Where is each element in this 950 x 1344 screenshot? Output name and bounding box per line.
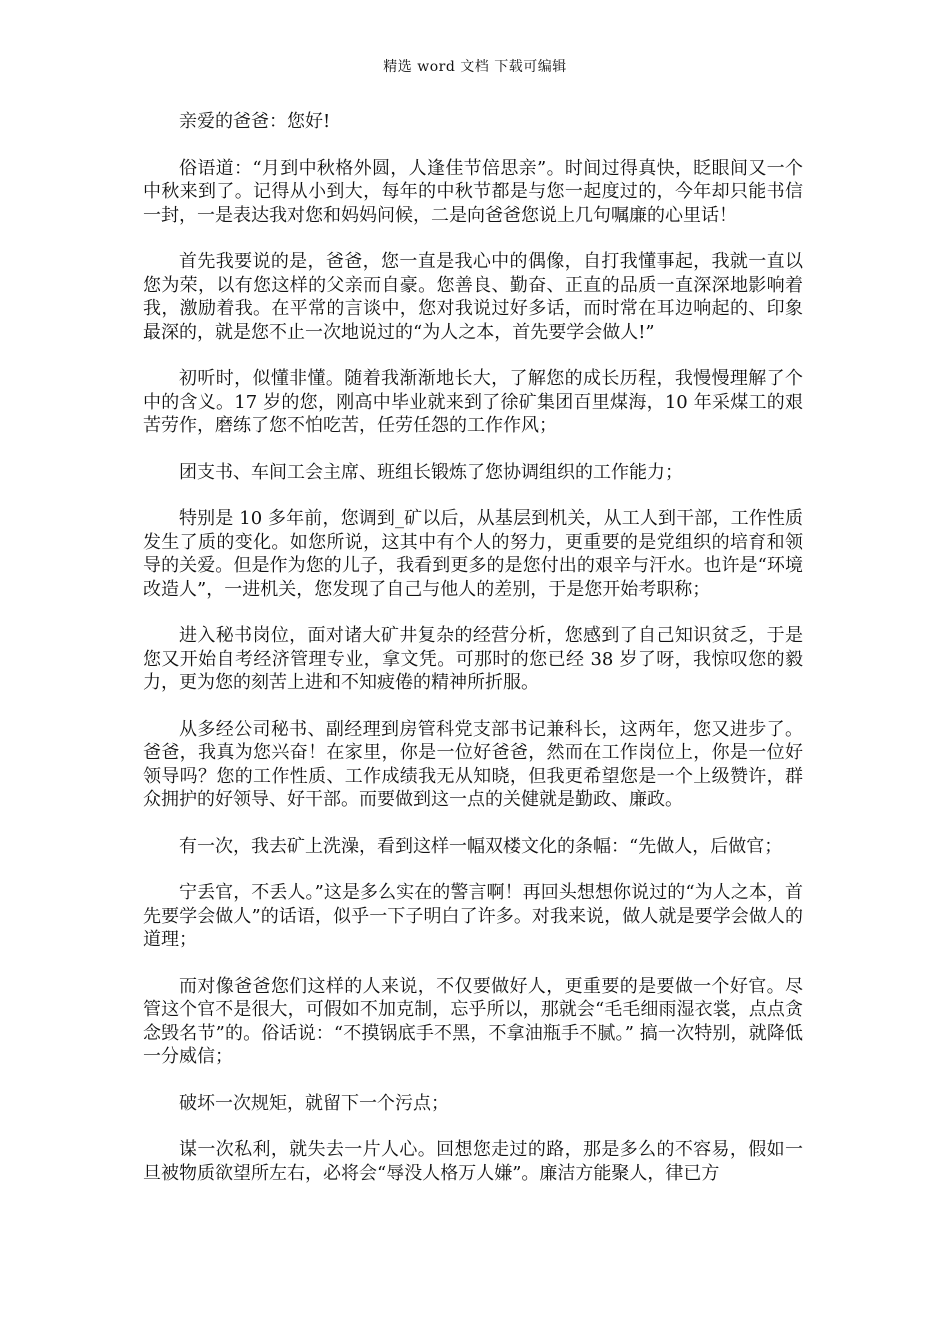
page-header: 精选 word 文档 下载可编辑 [383,59,567,75]
paragraph: 谋一次私利，就失去一片人心。回想您走过的路，那是多么的不容易，假如一旦被物质欲望所左右，必将会“辱没人格万人嫌”。廉洁方能聚人，律已方 [143,1139,803,1184]
paragraph: 有一次，我去矿上洗澡，看到这样一幅双楼文化的条幅：“先做人，后做官； [179,835,783,857]
paragraph: 进入秘书岗位，面对诸大矿井复杂的经营分析，您感到了自己知识贫乏，于是您又开始自考经济管理专业，拿文凭。可那时的您已经 38 岁了呀，我惊叹您的毅力，更为您的刻苦上进和不知疲倦的精神所折服。 [143,625,803,693]
paragraph-greeting: 亲爱的爸爸：您好! [179,111,331,132]
letter-body [143,110,803,1208]
paragraph: 团支书、车间工会主席、班组长锻炼了您协调组织的工作能力； [179,461,683,483]
paragraph: 特别是 10 多年前，您调到_矿以后，从基层到机关，从工人到干部，工作性质发生了质的变化。如您所说，这其中有个人的努力，更重要的是党组织的培育和领导的关爱。但是作为您的儿子，我看到更多的是您付出的艰辛与汗水。也许是“环境改造人”，一进机关，您发现了自己与他人的差别，于是您开始考职称； [143,508,803,600]
paragraph: 宁丢官，不丢人。”这是多么实在的警言啊！再回头想想你说过的“为人之本，首先要学会做人”的话语，似乎一下子明白了许多。对我来说，做人就是要学会做人的道理； [143,882,803,950]
paragraph: 而对像爸爸您们这样的人来说，不仅要做好人，更重要的是要做一个好官。尽管这个官不是很大，可假如不加克制，忘乎所以，那就会“毛毛细雨湿衣裳，点点贪念毁名节”的。俗话说：“不摸锅底手不黑，不拿油瓶手不腻。” 搞一次特别，就降低一分威信； [143,975,803,1067]
paragraph: 初听时，似懂非懂。随着我渐渐地长大，了解您的成长历程，我慢慢理解了个中的含义。17 岁的您，刚高中毕业就来到了徐矿集团百里煤海，10 年采煤工的艰苦劳作，磨练了您不怕吃苦，任劳任怨的工作作风； [143,368,803,436]
paragraph: 首先我要说的是，爸爸，您一直是我心中的偶像，自打我懂事起，我就一直以您为荣，以有您这样的父亲而自豪。您善良、勤奋、正直的品质一直深深地影响着我，激励着我。在平常的言谈中，您对我说过好多话，而时常在耳边响起的、印象最深的，就是您不止一次地说过的“为人之本，首先要学会做人!” [143,251,803,343]
paragraph: 破坏一次规矩，就留下一个污点； [179,1092,449,1114]
paragraph: 从多经公司秘书、副经理到房管科党支部书记兼科长，这两年，您又进步了。爸爸，我真为您兴奋！在家里，你是一位好爸爸，然而在工作岗位上，你是一位好领导吗？您的工作性质、工作成绩我无从知晓，但我更希望您是一个上级赞许，群众拥护的好领导、好干部。而要做到这一点的关健就是勤政、廉政。 [143,718,803,810]
paragraph: 俗语道：“月到中秋格外圆，人逢佳节倍思亲”。时间过得真快，眨眼间又一个中秋来到了。记得从小到大，每年的中秋节都是与您一起度过的，今年却只能书信一封，一是表达我对您和妈妈问候，二是向爸爸您说上几句嘱廉的心里话！ [143,157,803,226]
